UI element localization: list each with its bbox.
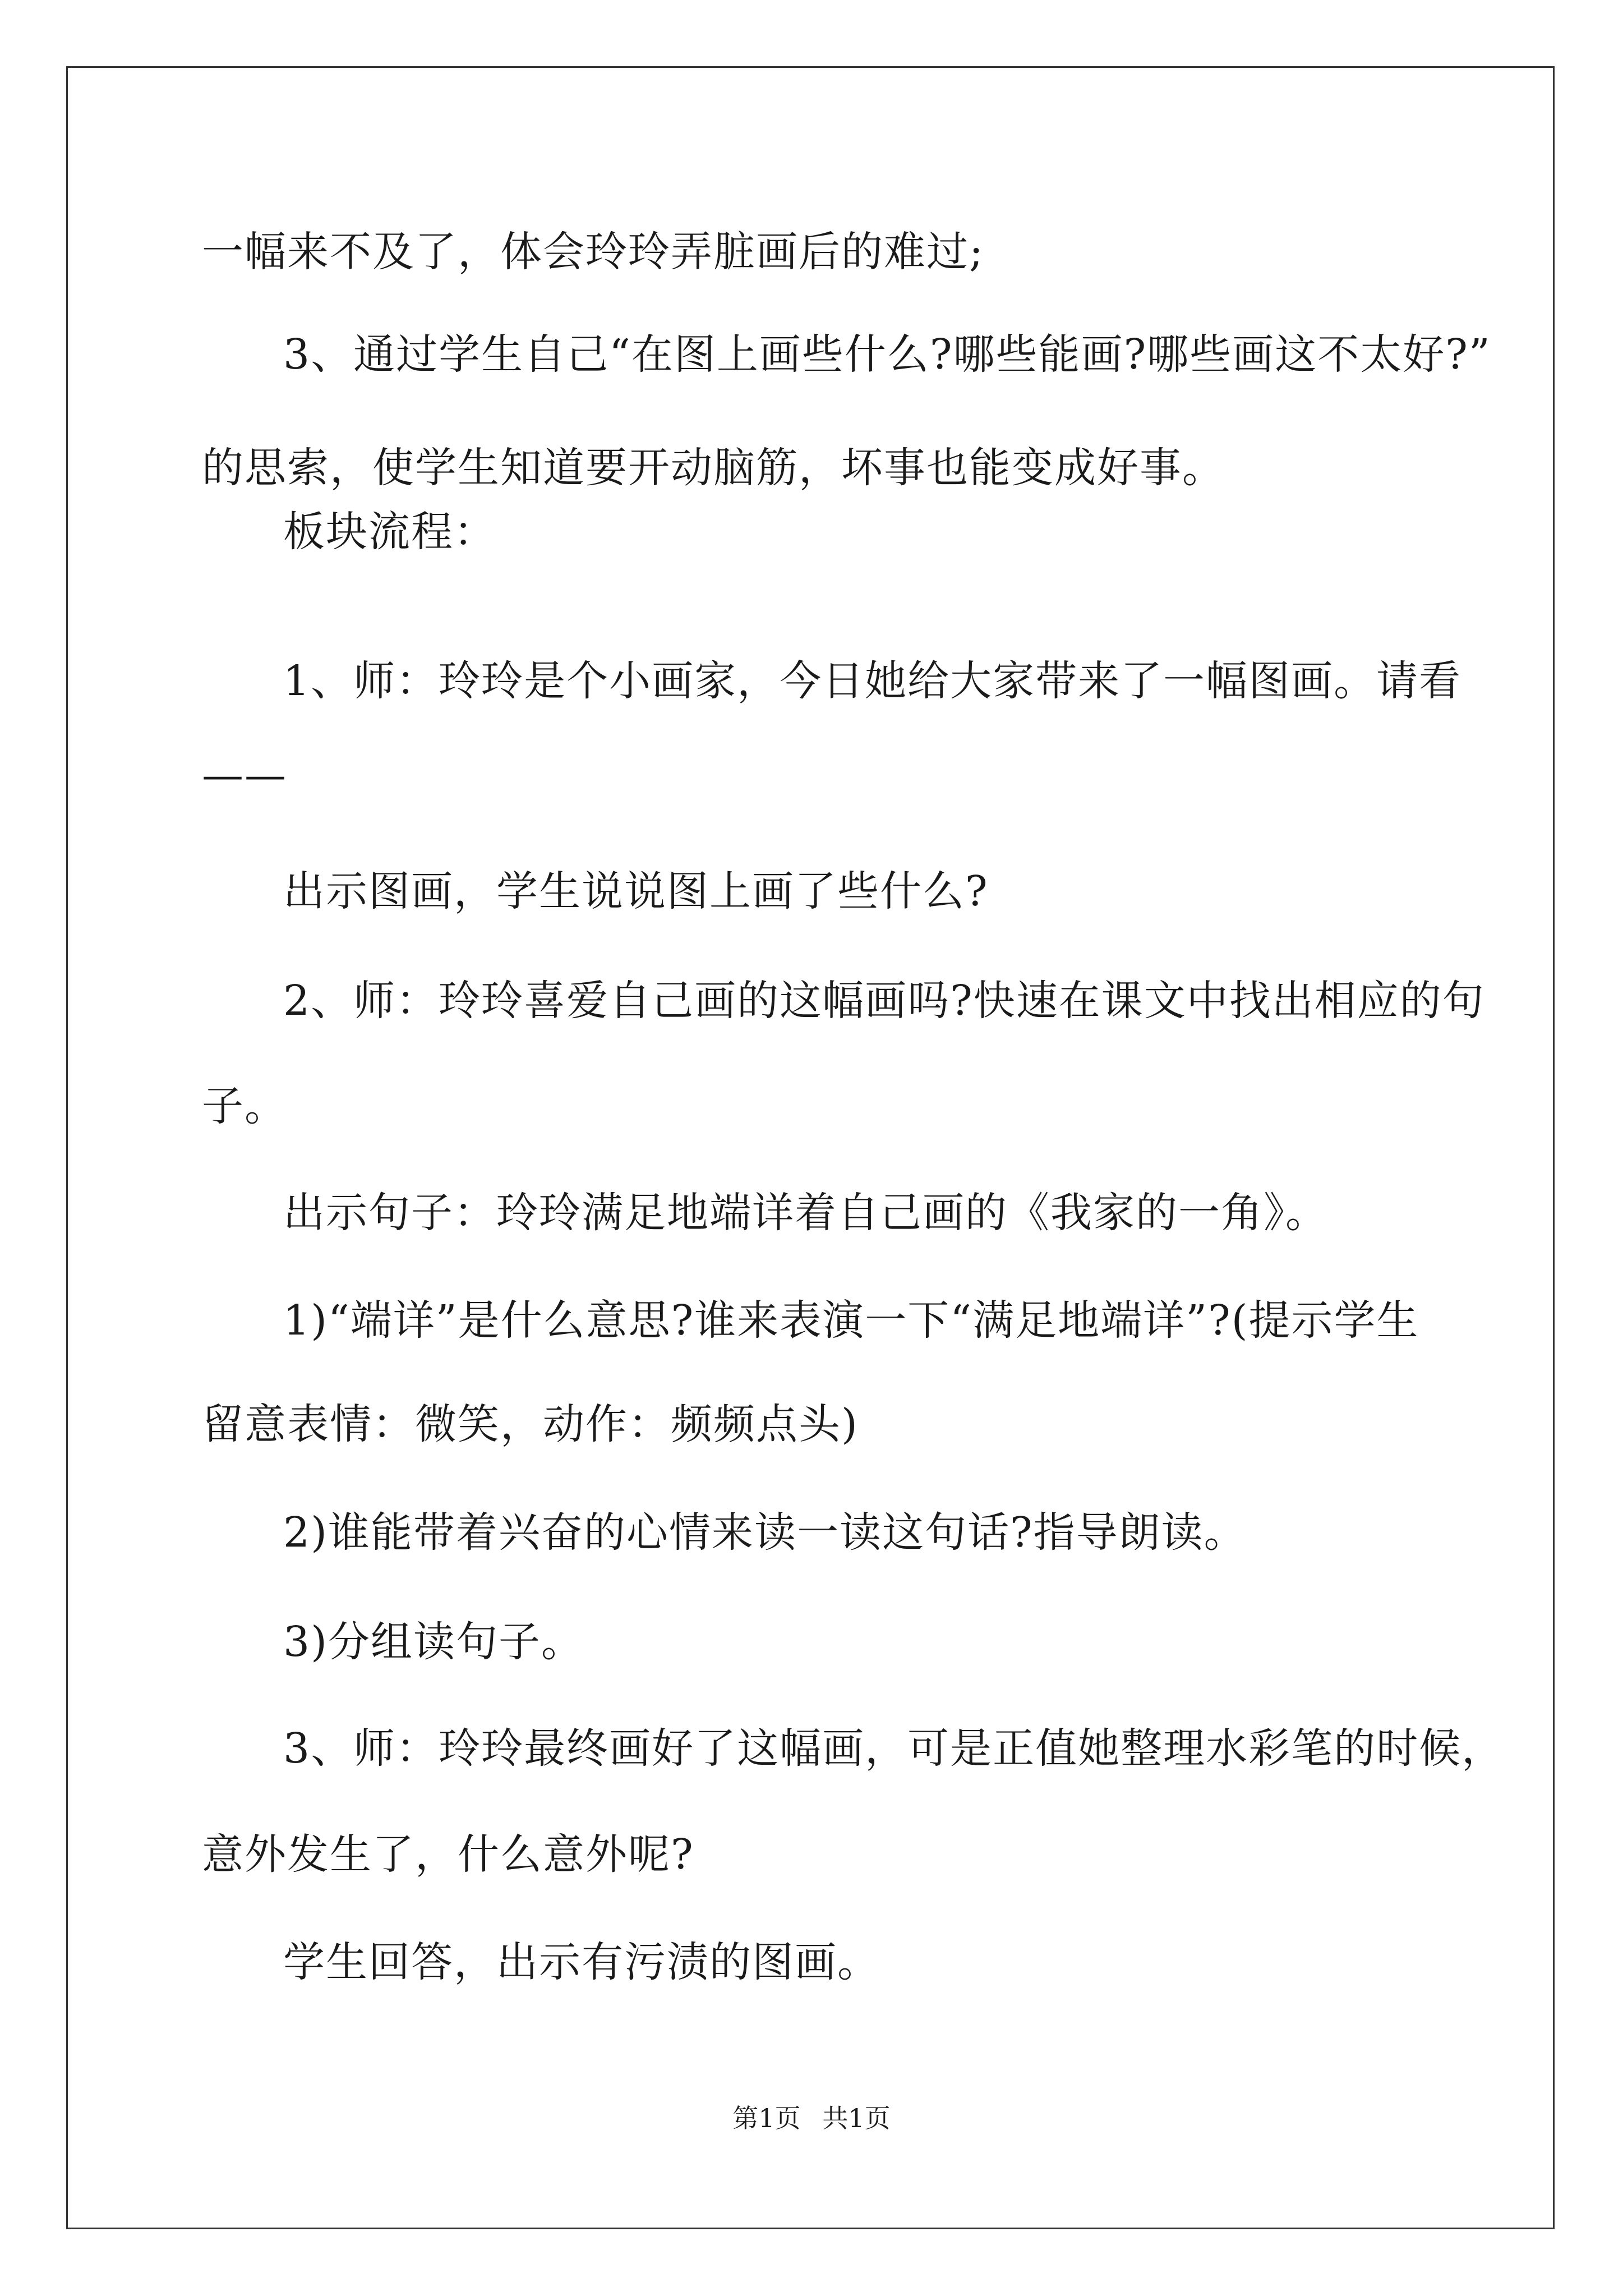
text-line: 意外发生了，什么意外呢? — [202, 1830, 694, 1879]
text-line: 3)分组读句子。 — [283, 1618, 584, 1666]
text-line: 子。 — [202, 1082, 287, 1130]
text-line: 一幅来不及了，体会玲玲弄脏画后的难过; — [202, 228, 984, 276]
text-line: 1)“端详”是什么意思?谁来表演一下“满足地端详”?(提示学生 — [283, 1296, 1419, 1345]
page-total: 共1页 — [822, 2103, 891, 2133]
page-border — [66, 66, 1555, 2229]
text-line: 2、师：玲玲喜爱自己画的这幅画吗?快速在课文中找出相应的句 — [283, 977, 1485, 1025]
text-line: 板块流程： — [283, 508, 496, 556]
text-line: 3、师：玲玲最终画好了这幅画，可是正值她整理水彩笔的时候， — [283, 1724, 1505, 1773]
text-line: 学生回答，出示有污渍的图画。 — [283, 1938, 880, 1986]
text-line: 留意表情：微笑，动作：频频点头) — [202, 1400, 859, 1448]
page-number: 第1页 — [732, 2103, 801, 2133]
text-line: 的思索，使学生知道要开动脑筋，坏事也能变成好事。 — [202, 444, 1225, 492]
text-line: 2)谁能带着兴奋的心情来读一读这句话?指导朗读。 — [283, 1508, 1247, 1557]
page-footer — [0, 2105, 1623, 2131]
text-line: 出示图画，学生说说图上画了些什么? — [283, 867, 989, 915]
text-line: 出示句子：玲玲满足地端详着自己画的《我家的一角》。 — [283, 1189, 1328, 1237]
text-line: —— — [202, 751, 287, 799]
text-line: 1、师：玲玲是个小画家，今日她给大家带来了一幅图画。请看 — [283, 657, 1462, 705]
text-line: 3、通过学生自己“在图上画些什么?哪些能画?哪些画这不太好?” — [283, 330, 1491, 379]
